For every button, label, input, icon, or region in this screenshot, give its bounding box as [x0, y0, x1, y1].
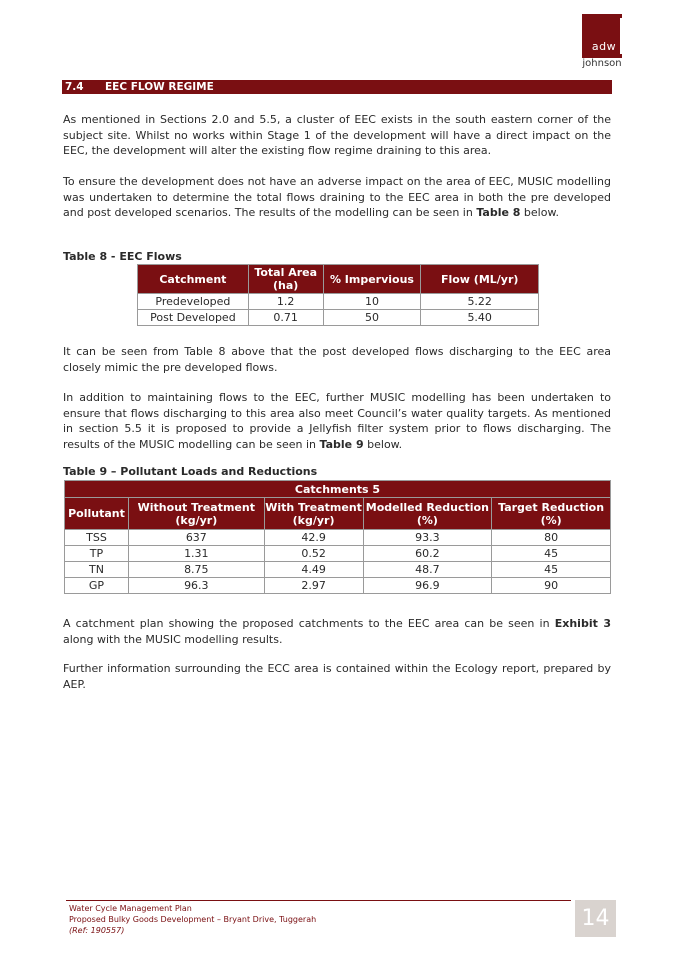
- paragraph-comparison: It can be seen from Table 8 above that the post developed flows discharging to the EEC area closely mimic the pre developed flows.: [63, 345, 611, 374]
- paragraph-modelling-text: To ensure the development does not have an adverse impact on the area of EEC, MUSIC modelling was undertaken to determine the total flows draining to the EEC area in both the pre developed and post developed scenarios. The results of the modelling can be seen in: [63, 175, 611, 220]
- paragraph-water-quality-text: In addition to maintaining flows to the EEC, further MUSIC modelling has been undertaken to ensure that flows discharging to this area also meet Council’s water quality targets. As mentioned in section 5.5 it is proposed to provide a Jellyfish filter system prior to flows discharging. The results of the MUSIC modelling can be seen in: [63, 391, 611, 452]
- table-cell: 637: [128, 530, 264, 546]
- table-row: [65, 562, 611, 578]
- table9-header: Modelled Reduction (%): [363, 498, 492, 530]
- table-cell: 2.97: [264, 578, 363, 594]
- table-cell: TN: [65, 562, 129, 578]
- logo-divider: [620, 18, 622, 54]
- table-cell: 5.40: [421, 310, 539, 326]
- paragraph-intro: As mentioned in Sections 2.0 and 5.5, a cluster of EEC exists in the south eastern corner of the subject site. Whilst no works within Stage 1 of the development will have a direct impact on the EEC, the development will alter the existing flow regime draining to this area.: [63, 113, 611, 158]
- footer-divider: [66, 900, 571, 901]
- logo-mark-text: adw: [591, 40, 617, 53]
- table-row: [65, 546, 611, 562]
- table-cell: 60.2: [363, 546, 492, 562]
- table8-header: Catchment: [138, 265, 249, 294]
- paragraph-modelling-end: below.: [520, 206, 559, 220]
- table9-pollutant-loads: [64, 480, 611, 594]
- paragraph-modelling: [63, 174, 611, 221]
- table9-header: With Treatment (kg/yr): [264, 498, 363, 530]
- paragraph-catchment-plan-end: along with the MUSIC modelling results.: [63, 632, 283, 646]
- table-row: [65, 530, 611, 546]
- paragraph-water-quality: [63, 390, 611, 453]
- table9-caption: Table 9 – Pollutant Loads and Reductions: [63, 465, 318, 478]
- table-cell: 50: [323, 310, 421, 326]
- table8-header: Total Area (ha): [248, 265, 323, 294]
- table-cell: 0.71: [248, 310, 323, 326]
- table-cell: 93.3: [363, 530, 492, 546]
- table-cell: TP: [65, 546, 129, 562]
- table-cell: Post Developed: [138, 310, 249, 326]
- page-number: 14: [575, 900, 616, 937]
- table-cell: 5.22: [421, 294, 539, 310]
- table9-header-row: [65, 498, 611, 530]
- table9-group-header: Catchments 5: [65, 481, 611, 498]
- table-row: [65, 578, 611, 594]
- table-cell: 0.52: [264, 546, 363, 562]
- table-cell: 48.7: [363, 562, 492, 578]
- table-cell: 96.9: [363, 578, 492, 594]
- table9-group-header-row: [65, 481, 611, 498]
- table8-header: % Impervious: [323, 265, 421, 294]
- table9-header: Target Reduction (%): [492, 498, 611, 530]
- table-cell: Predeveloped: [138, 294, 249, 310]
- footer-reference: (Ref: 190557): [69, 926, 125, 935]
- exhibit3-reference: Exhibit 3: [554, 617, 611, 630]
- table-cell: 8.75: [128, 562, 264, 578]
- table-cell: 45: [492, 546, 611, 562]
- table-cell: 80: [492, 530, 611, 546]
- table-row: [138, 294, 539, 310]
- section-heading: [62, 80, 612, 94]
- paragraph-catchment-plan: [63, 616, 611, 647]
- table9-header: Pollutant: [65, 498, 129, 530]
- table-cell: 1.31: [128, 546, 264, 562]
- table9-header: Without Treatment (kg/yr): [128, 498, 264, 530]
- table-row: [138, 310, 539, 326]
- table-cell: 1.2: [248, 294, 323, 310]
- table-cell: 96.3: [128, 578, 264, 594]
- table8-header-row: [138, 265, 539, 294]
- table8-eec-flows: [137, 264, 539, 326]
- company-logo: [577, 14, 627, 72]
- table-cell: GP: [65, 578, 129, 594]
- section-number: 7.4: [65, 81, 84, 93]
- table-cell: TSS: [65, 530, 129, 546]
- paragraph-catchment-plan-text: A catchment plan showing the proposed catchments to the EEC area can be seen in: [63, 617, 555, 630]
- section-title: EEC FLOW REGIME: [105, 81, 214, 93]
- table8-header: Flow (ML/yr): [421, 265, 539, 294]
- table8-caption: Table 8 - EEC Flows: [63, 250, 182, 263]
- logo-name: johnson: [582, 58, 622, 69]
- table8-reference: Table 8: [476, 206, 521, 220]
- table-cell: 90: [492, 578, 611, 594]
- logo-mark: [582, 14, 622, 58]
- footer-project: Proposed Bulky Goods Development – Bryant Drive, Tuggerah: [69, 915, 317, 924]
- paragraph-ecology: Further information surrounding the ECC area is contained within the Ecology report, prepared by AEP.: [63, 662, 611, 691]
- footer-doc-title: Water Cycle Management Plan: [69, 904, 192, 913]
- table-cell: 42.9: [264, 530, 363, 546]
- table-cell: 45: [492, 562, 611, 578]
- table-cell: 4.49: [264, 562, 363, 578]
- table-cell: 10: [323, 294, 421, 310]
- paragraph-water-quality-end: below.: [363, 438, 403, 452]
- table9-reference: Table 9: [319, 438, 364, 452]
